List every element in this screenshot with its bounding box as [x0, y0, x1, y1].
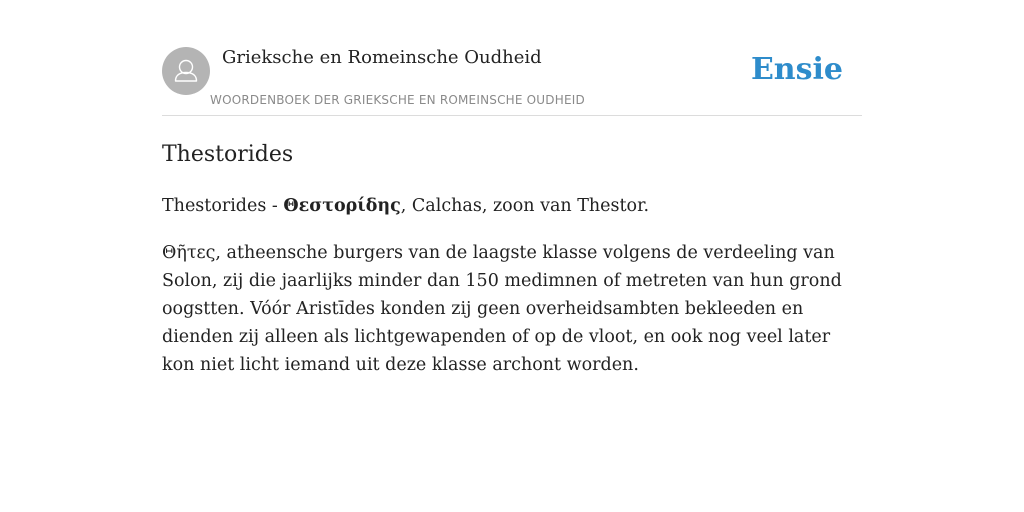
- entry-term: Thestorides: [162, 196, 267, 216]
- user-icon: [162, 47, 210, 95]
- source-subtitle: WOORDENBOEK DER GRIEKSCHE EN ROMEINSCHE OUDHEID: [210, 93, 585, 107]
- page-title: Thestorides: [162, 142, 294, 167]
- brand-logo[interactable]: Ensie: [750, 52, 843, 87]
- term-separator: -: [266, 196, 284, 216]
- entry-description: Θῆτες, atheensche burgers van de laagste klasse volgens de verdeeling van Solon, zij die jaarlijks minder dan 150 medimnen of metreten van hun grond oogstten. Vóór Aristīdes konden zij geen overheidsambten bekleeden en dienden zij alleen als lichtgewapenden of op de vloot, en ook nog veel later kon niet licht iemand uit deze klasse archont worden.: [162, 243, 842, 375]
- avatar[interactable]: [162, 47, 210, 95]
- greek-term: Θεστορίδης: [283, 196, 401, 216]
- entry-definition: [162, 192, 866, 220]
- entry-content: [162, 138, 862, 379]
- definition-text: , Calchas, zoon van Thestor.: [400, 196, 650, 216]
- source-title[interactable]: Grieksche en Romeinsche Oudheid: [222, 47, 542, 68]
- source-header: [162, 46, 862, 116]
